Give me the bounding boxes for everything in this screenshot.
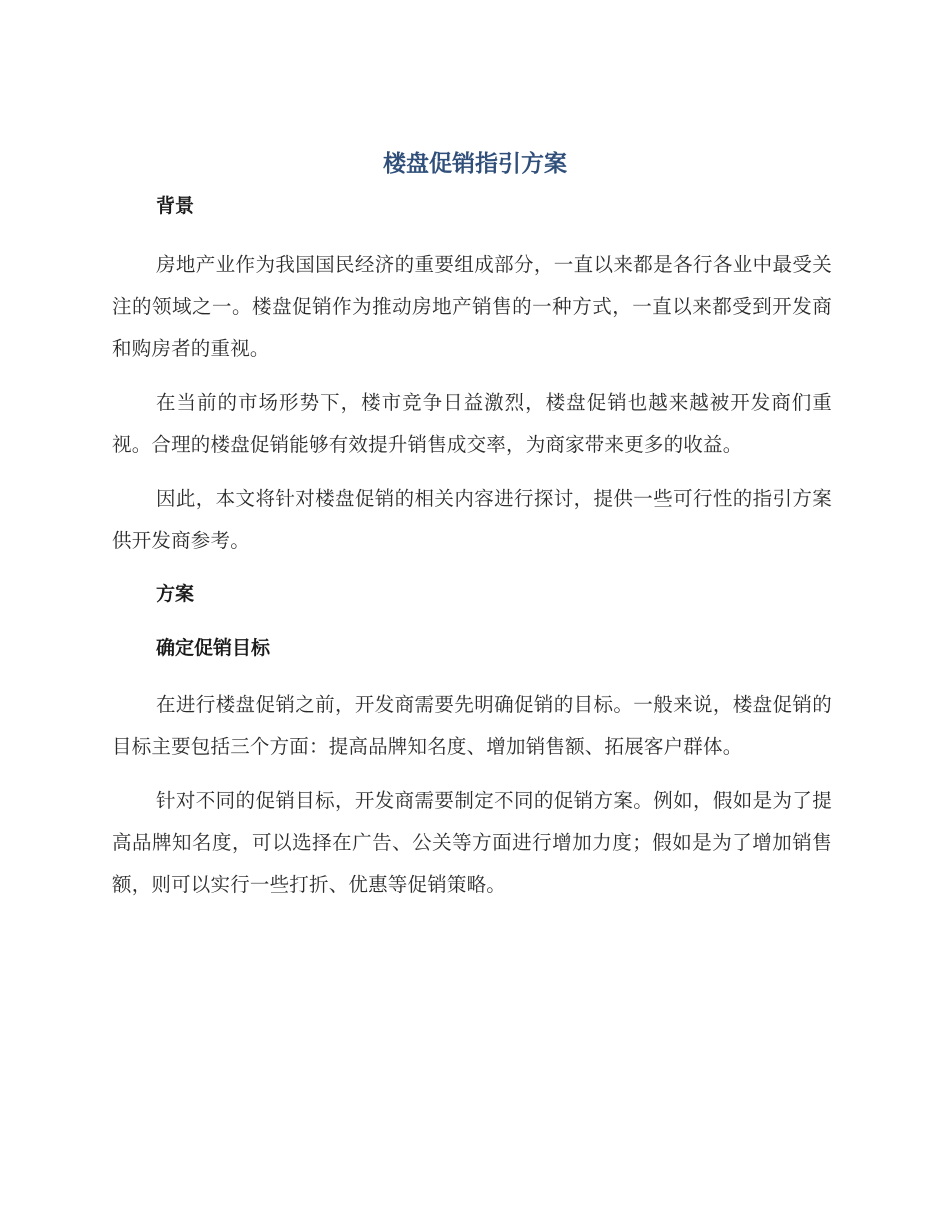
document-title: 楼盘促销指引方案 [383,151,567,177]
document-body [112,190,832,906]
paragraph-background-1: 房地产业作为我国国民经济的重要组成部分，一直以来都是各行各业中最受关注的领域之一。楼盘促销作为推动房地产销售的一种方式，一直以来都受到开发商和购房者的重视。 [112,253,832,360]
paragraph-goal-1: 在进行楼盘促销之前，开发商需要先明确促销的目标。一般来说，楼盘促销的目标主要包括三个方面：提高品牌知名度、增加销售额、拓展客户群体。 [112,693,832,758]
section-heading-background: 背景 [156,195,195,217]
section-heading-plan: 方案 [156,583,195,605]
paragraph-background-2: 在当前的市场形势下，楼市竞争日益激烈，楼盘促销也越来越被开发商们重视。合理的楼盘促销能够有效提升销售成交率，为商家带来更多的收益。 [112,391,832,456]
section-heading-goal: 确定促销目标 [156,637,271,659]
paragraph-goal-2: 针对不同的促销目标，开发商需要制定不同的促销方案。例如，假如是为了提高品牌知名度，可以选择在广告、公关等方面进行增加力度；假如是为了增加销售额，则可以实行一些打折、优惠等促销策略。 [112,789,832,896]
paragraph-background-3: 因此，本文将针对楼盘促销的相关内容进行探讨，提供一些可行性的指引方案供开发商参考。 [112,487,832,552]
